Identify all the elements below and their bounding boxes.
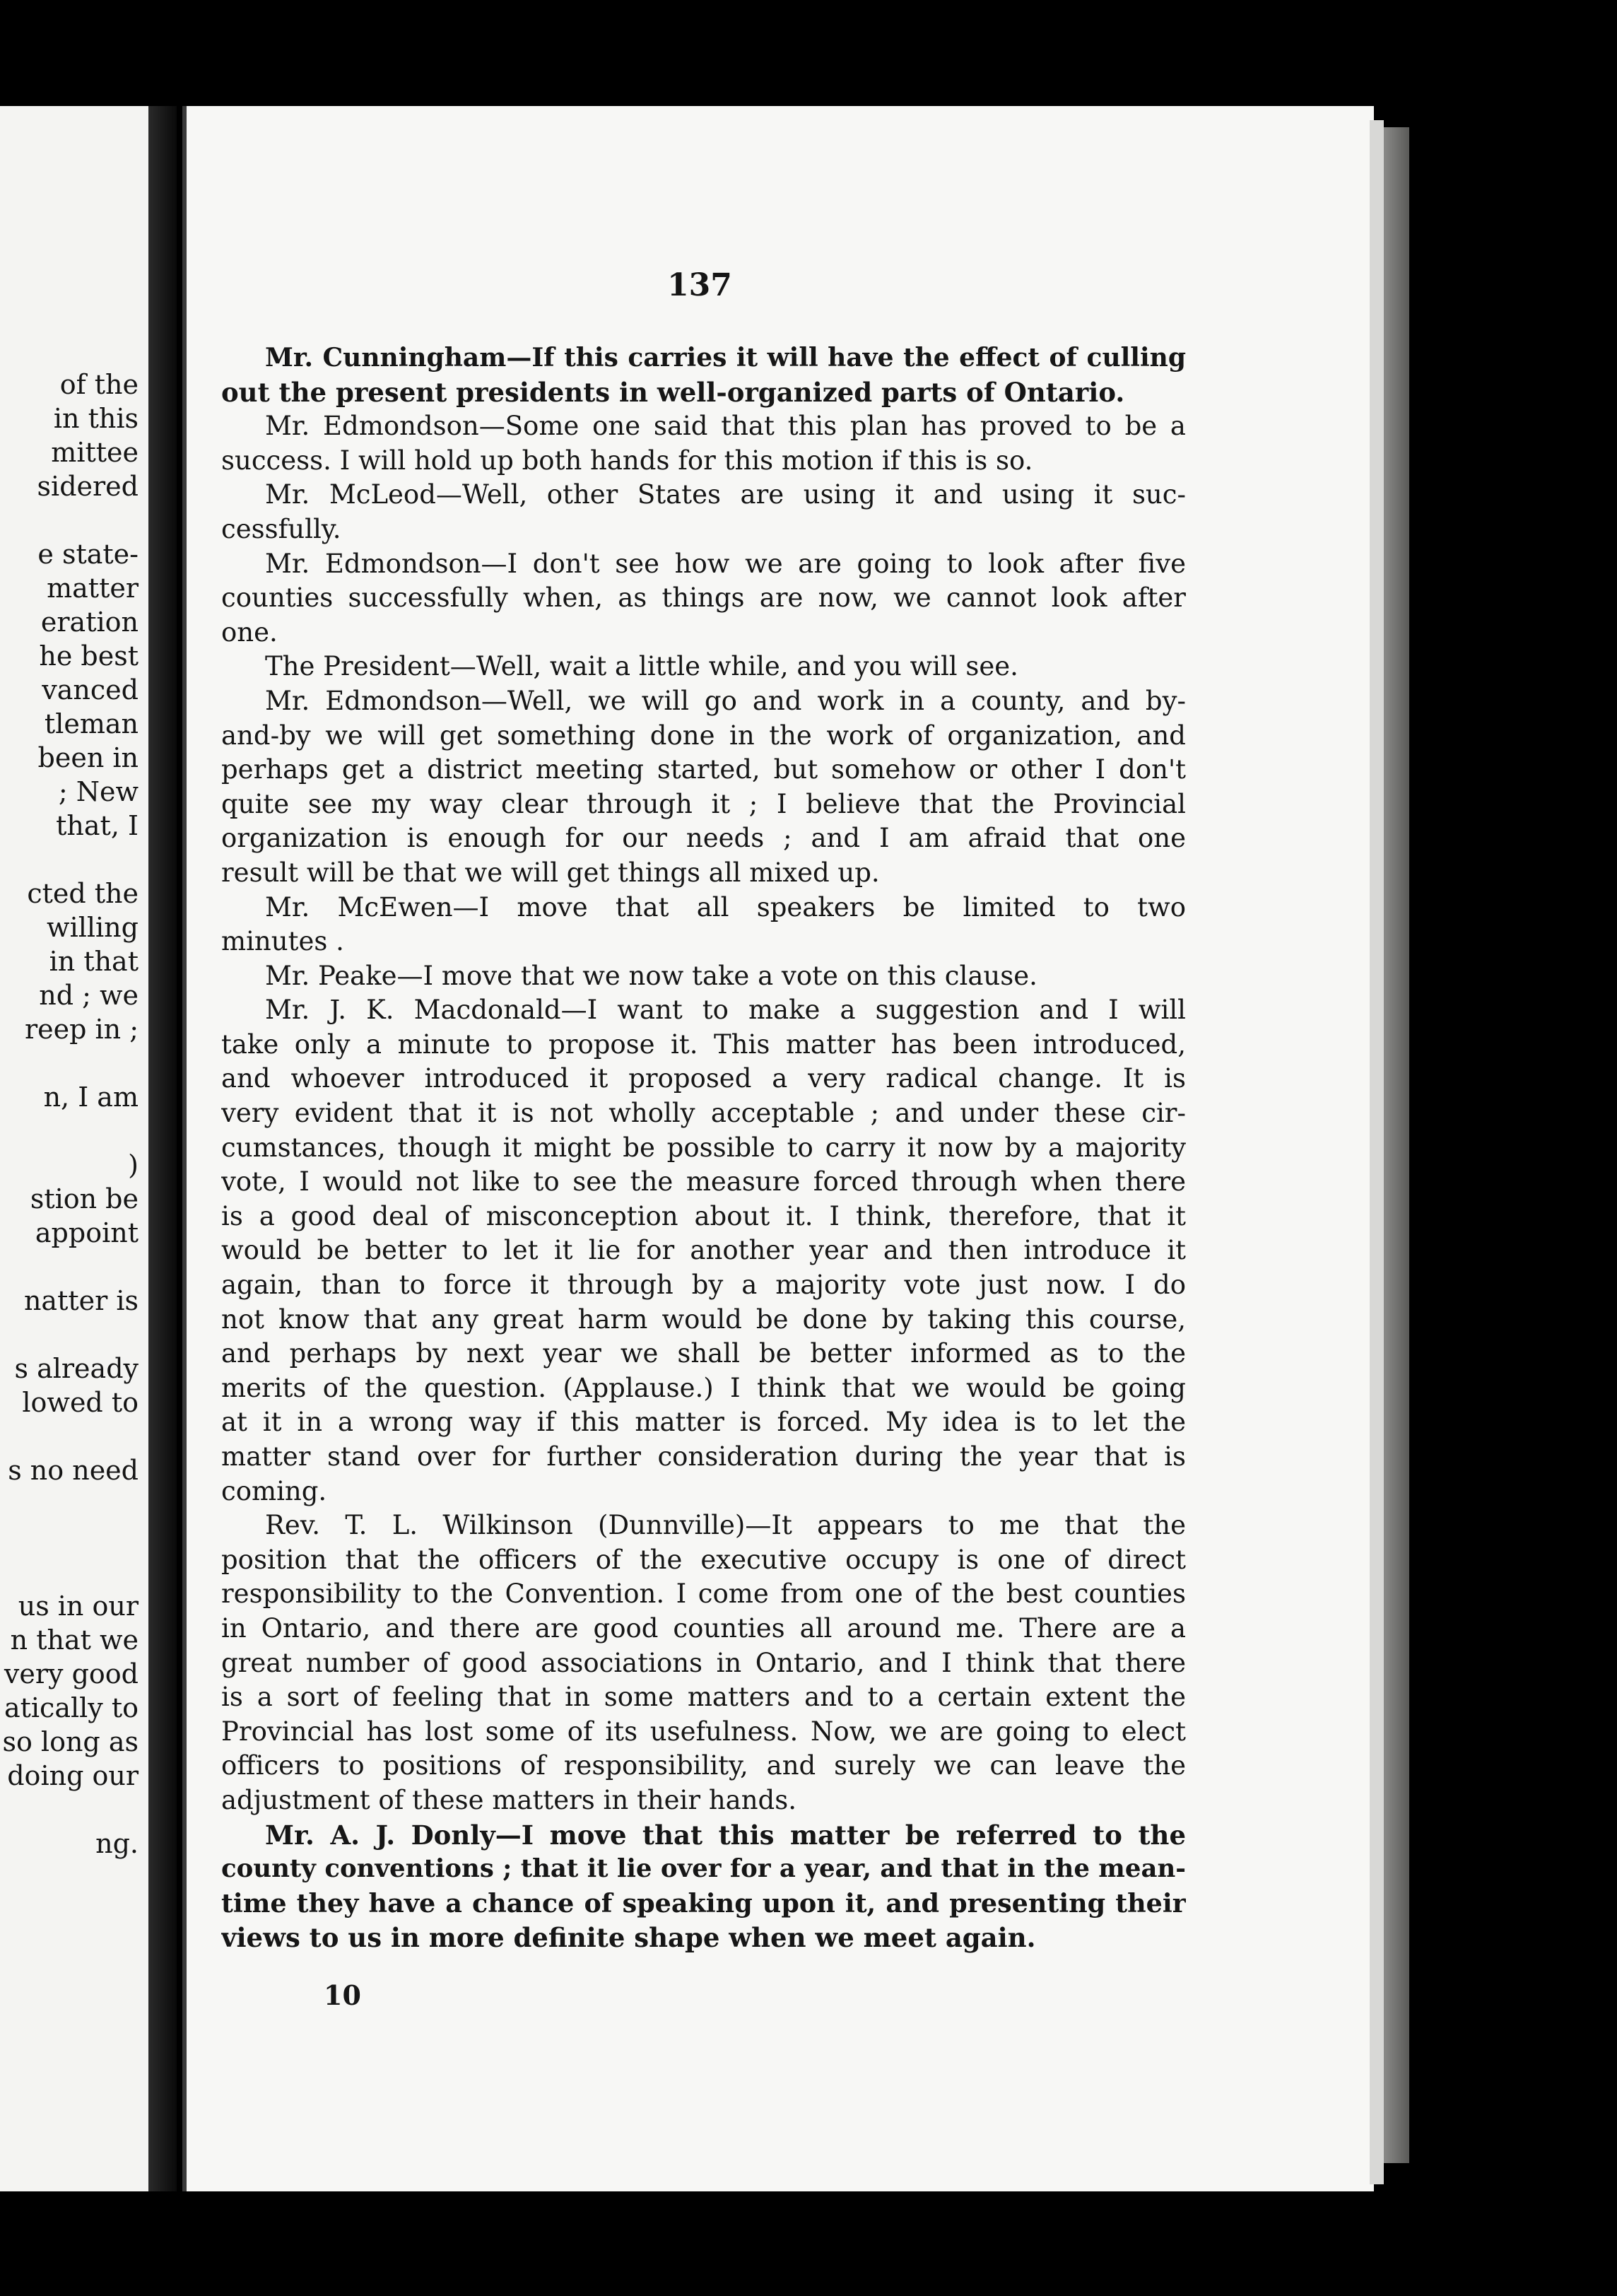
left-page-line: lowed to xyxy=(22,1387,139,1418)
text-line: Mr. A. J. Donly—I move that this matter be referred to the xyxy=(265,1819,1186,1851)
left-page-line: of the xyxy=(59,369,139,400)
page-number: 137 xyxy=(667,267,732,303)
text-line: and-by we will get something done in the work of organization, and xyxy=(221,720,1186,751)
text-line: vote, I would not like to see the measure forced through when there xyxy=(221,1166,1186,1197)
text-line: Mr. Edmondson—Some one said that this plan has proved to be a xyxy=(265,411,1186,442)
text-line: great number of good associations in Ontario, and I think that there xyxy=(221,1647,1186,1678)
left-page-line: s no need xyxy=(8,1455,139,1486)
left-page-line: in that xyxy=(49,946,139,977)
left-page-line: doing our xyxy=(7,1760,139,1791)
left-page-line: willing xyxy=(47,912,139,943)
text-line: perhaps get a district meeting started, but somehow or other I don't xyxy=(221,754,1186,785)
text-line: views to us in more definite shape when we meet again. xyxy=(221,1922,1036,1954)
text-line: county conventions ; that it lie over for a year, and that in the mean- xyxy=(221,1854,1186,1884)
left-page-line: ; New xyxy=(58,776,139,807)
left-page-line: so long as xyxy=(2,1726,139,1757)
left-page-line: n that we xyxy=(10,1624,139,1656)
text-line: adjustment of these matters in their hands. xyxy=(221,1784,796,1815)
book-cover-edge xyxy=(1384,127,1409,2163)
left-page-line: very good xyxy=(4,1658,139,1689)
left-page-line: matter xyxy=(47,573,139,604)
text-line: Rev. T. L. Wilkinson (Dunnville)—It appears to me that the xyxy=(265,1510,1186,1541)
text-line: in Ontario, and there are good counties all around me. There are a xyxy=(221,1612,1186,1644)
text-line: cumstances, though it might be possible to carry it now by a majority xyxy=(221,1132,1186,1163)
text-line: at it in a wrong way if this matter is forced. My idea is to let the xyxy=(221,1407,1186,1438)
left-page-sliver xyxy=(0,106,148,2191)
text-line: Mr. Peake—I move that we now take a vote on this clause. xyxy=(265,960,1037,991)
text-line: would be better to let it lie for another year and then introduce it xyxy=(221,1235,1186,1266)
left-page-line: he best xyxy=(39,640,139,672)
text-line: merits of the question. (Applause.) I think that we would be going xyxy=(221,1372,1186,1403)
text-line: Mr. Edmondson—I don't see how we are going to look after five xyxy=(265,548,1186,579)
left-page-line: mittee xyxy=(51,437,139,468)
left-page-line: nd ; we xyxy=(39,980,139,1011)
left-page-line: stion be xyxy=(30,1183,139,1214)
text-line: counties successfully when, as things are now, we cannot look after xyxy=(221,582,1186,614)
left-page-line: s already xyxy=(14,1353,139,1384)
text-line: cessfully. xyxy=(221,513,341,544)
text-line: again, than to force it through by a majority vote just now. I do xyxy=(221,1270,1186,1301)
text-line: quite see my way clear through it ; I believe that the Provincial xyxy=(221,788,1186,819)
text-line: The President—Well, wait a little while, and you will see. xyxy=(265,651,1018,682)
text-line: very evident that it is not wholly acceptable ; and under these cir- xyxy=(221,1098,1186,1129)
text-line: not know that any great harm would be done by taking this course, xyxy=(221,1304,1186,1335)
text-line: out the present presidents in well-organized parts of Ontario. xyxy=(221,376,1125,408)
text-line: is a good deal of misconception about it. I think, therefore, that it xyxy=(221,1200,1186,1231)
left-page-line: tleman xyxy=(44,708,139,739)
text-line: minutes . xyxy=(221,926,344,957)
text-line: Mr. J. K. Macdonald—I want to make a suggestion and I will xyxy=(265,995,1186,1026)
text-line: and whoever introduced it proposed a very radical change. It is xyxy=(221,1063,1186,1094)
left-page-line: appoint xyxy=(35,1217,139,1248)
signature-mark: 10 xyxy=(324,1979,361,2011)
body-text xyxy=(221,341,1186,1955)
left-page-line: in this xyxy=(53,403,139,434)
text-line: result will be that we will get things all mixed up. xyxy=(221,857,880,888)
text-line: success. I will hold up both hands for this motion if this is so. xyxy=(221,445,1033,476)
left-page-line: eration xyxy=(40,607,139,638)
text-line: Mr. McLeod—Well, other States are using it and using it suc- xyxy=(265,479,1186,510)
text-line: Provincial has lost some of its usefulness. Now, we are going to elect xyxy=(221,1716,1186,1747)
left-page-line: sidered xyxy=(37,471,139,502)
text-line: matter stand over for further consideration during the year that is xyxy=(221,1441,1186,1472)
text-line: organization is enough for our needs ; and I am afraid that one xyxy=(221,823,1186,854)
left-page-line: reep in ; xyxy=(24,1014,139,1045)
left-page-line: been in xyxy=(37,742,139,773)
text-line: take only a minute to propose it. This matter has been introduced, xyxy=(221,1029,1186,1060)
left-page-line: ) xyxy=(128,1149,139,1181)
left-page-line: that, I xyxy=(56,810,139,841)
text-line: position that the officers of the executive occupy is one of direct xyxy=(221,1544,1186,1575)
text-line: Mr. Cunningham—If this carries it will have the effect of culling xyxy=(265,343,1186,373)
text-line: Mr. Edmondson—Well, we will go and work in a county, and by- xyxy=(265,685,1186,716)
left-page-line: ng. xyxy=(95,1828,139,1859)
text-line: one. xyxy=(221,616,278,648)
left-page-line: cted the xyxy=(27,878,139,909)
left-page-line: atically to xyxy=(4,1692,139,1723)
left-page-line: vanced xyxy=(42,674,139,705)
left-page-line: us in our xyxy=(18,1591,139,1622)
text-line: time they have a chance of speaking upon it, and presenting their xyxy=(221,1887,1186,1919)
text-line: officers to positions of responsibility, and surely we can leave the xyxy=(221,1750,1186,1781)
book-spine xyxy=(148,106,177,2191)
text-line: and perhaps by next year we shall be better informed as to the xyxy=(221,1338,1186,1369)
text-line: responsibility to the Convention. I come from one of the best counties xyxy=(221,1578,1186,1610)
text-line: Mr. McEwen—I move that all speakers be limited to two xyxy=(265,891,1186,922)
text-line: coming. xyxy=(221,1475,327,1506)
text-line: is a sort of feeling that in some matters and to a certain extent the xyxy=(221,1682,1186,1713)
left-page-line: e state- xyxy=(37,539,139,570)
left-page-line: natter is xyxy=(23,1285,139,1316)
left-page-line: n, I am xyxy=(43,1082,139,1113)
page-edge xyxy=(1370,120,1384,2184)
